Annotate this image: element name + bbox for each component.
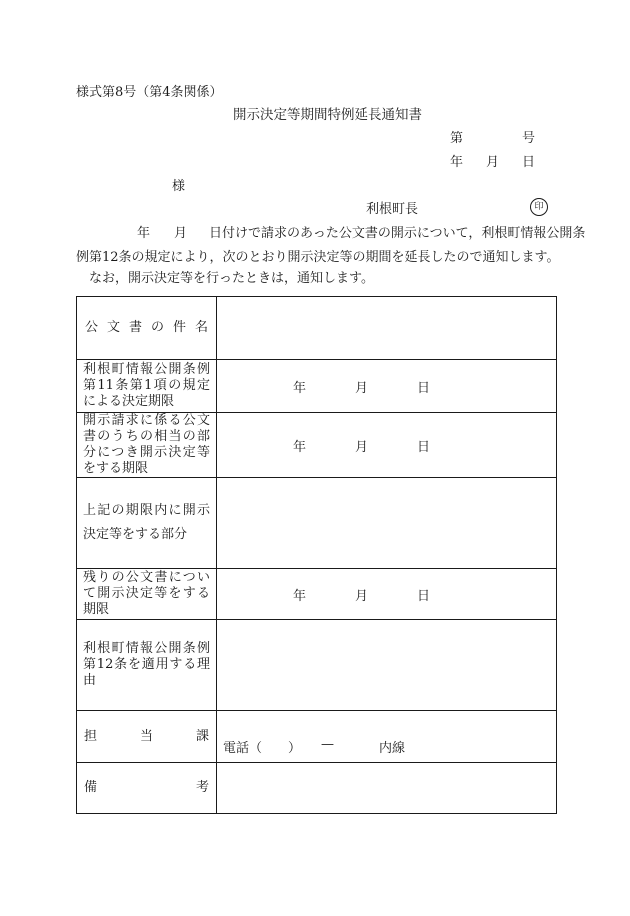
- table-row: [77, 763, 557, 814]
- day-label: 日: [417, 380, 431, 396]
- value-extension-reason[interactable]: [217, 620, 557, 711]
- number-suffix: 号: [522, 131, 536, 146]
- label-remarks: 備考: [77, 763, 217, 814]
- value-decision-deadline[interactable]: [217, 360, 557, 413]
- date-day: 日: [522, 155, 536, 170]
- value-partial-deadline[interactable]: [217, 413, 557, 478]
- extension-label: 内線: [379, 741, 406, 756]
- label-partial-scope: 上記の期限内に開示決定等をする部分: [77, 478, 217, 569]
- label-partial-deadline: 開示請求に係る公文書のうちの相当の部分につき開示決定等をする期限: [77, 413, 217, 478]
- para1-month: 月: [174, 226, 188, 241]
- table-row: [77, 297, 557, 360]
- para1-text-end: 例第12条の規定により，次のとおり開示決定等の期間を延長したので通知します。: [76, 250, 560, 265]
- para1-year: 年: [137, 226, 151, 241]
- table-row: [77, 569, 557, 620]
- value-remaining-deadline[interactable]: [217, 569, 557, 620]
- label-decision-deadline: 利根町情報公開条例第11条第1項の規定による決定期限: [77, 360, 217, 413]
- year-label: 年: [293, 588, 307, 604]
- day-label: 日: [417, 588, 431, 604]
- para1-text-start: 日付けで請求のあった公文書の開示について，利根町情報公開条: [209, 226, 586, 241]
- date-year: 年: [450, 155, 464, 170]
- table-row: [77, 620, 557, 711]
- value-department[interactable]: [217, 711, 557, 763]
- body-paragraph-2: なお，開示決定等を行ったときは，通知します。: [89, 271, 374, 286]
- label-remaining-deadline: 残りの公文書について開示決定等をする期限: [77, 569, 217, 620]
- value-partial-scope[interactable]: [217, 478, 557, 569]
- issuer-name: 利根町長: [366, 202, 419, 217]
- table-row: [77, 360, 557, 413]
- year-label: 年: [293, 439, 307, 455]
- document-title: 開示決定等期間特例延長通知書: [233, 107, 422, 123]
- day-label: 日: [417, 439, 431, 455]
- value-remarks[interactable]: [217, 763, 557, 814]
- number-prefix: 第: [450, 131, 464, 146]
- table-row: [77, 478, 557, 569]
- label-department: 担当課: [77, 711, 217, 763]
- year-label: 年: [293, 380, 307, 396]
- tel-label: 電話（ ）: [223, 741, 302, 756]
- notice-form-table: [76, 296, 557, 814]
- month-label: 月: [355, 439, 369, 455]
- date-month: 月: [486, 155, 500, 170]
- tel-dash: —: [321, 737, 334, 752]
- label-extension-reason: 利根町情報公開条例第12条を適用する理由: [77, 620, 217, 711]
- seal-stamp: 印: [530, 198, 548, 216]
- table-row: [77, 413, 557, 478]
- month-label: 月: [355, 380, 369, 396]
- label-document-subject: 公文書の件名: [77, 297, 217, 360]
- value-document-subject[interactable]: [217, 297, 557, 360]
- body-paragraph-1: [76, 222, 586, 270]
- table-row: [77, 711, 557, 763]
- form-number: 様式第8号（第4条関係）: [76, 85, 223, 100]
- month-label: 月: [355, 588, 369, 604]
- addressee-honorific: 様: [172, 179, 186, 194]
